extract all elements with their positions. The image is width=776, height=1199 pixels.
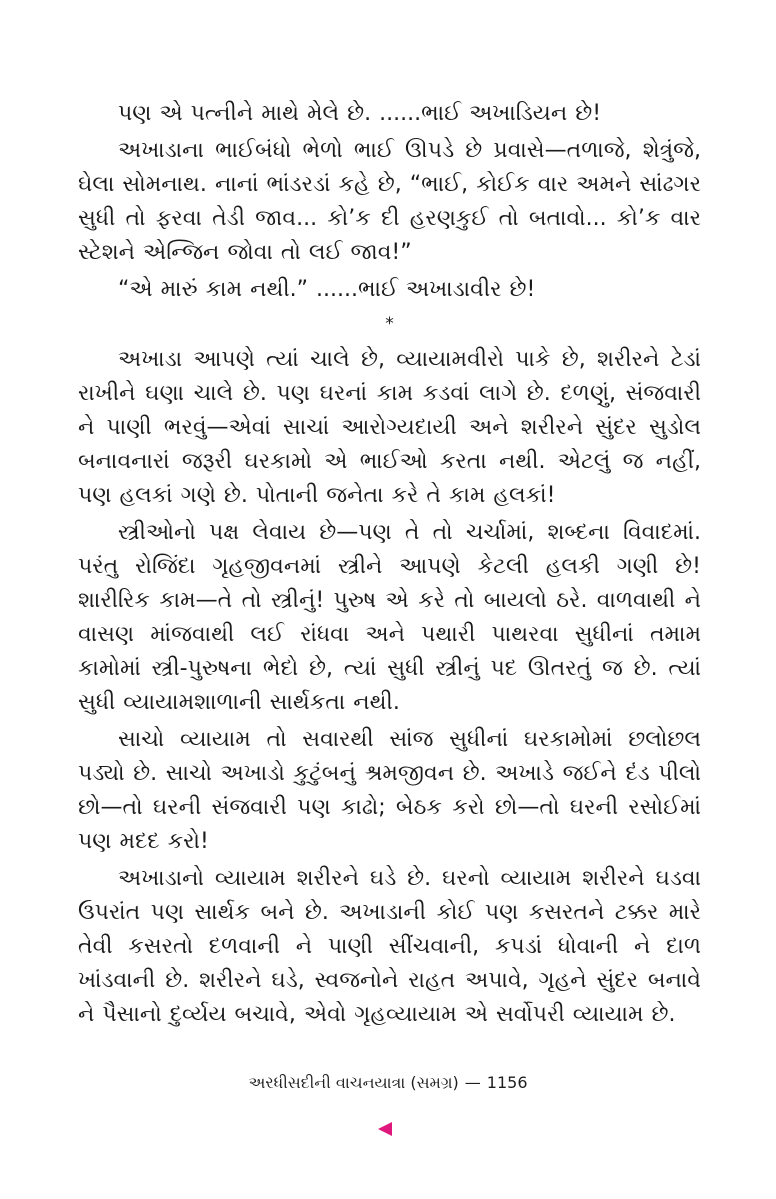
paragraph: અખાડાનો વ્યાયામ શરીરને ઘડે છે. ઘરનો વ્યાયામ શરીરને ઘડવા ઉપરાંત પણ સાર્થક બને છે. અખાડાની કોઈ પણ કસરતને ટક્કર મારે તેવી કસરતો દળવાની ને પાણી સીંચવાની, કપડાં ધોવાની ને દાળ ખાંડવાની છે. શરીરને ઘડે, સ્વજનોને રાહત અપાવે, ગૃહને સુંદર બનાવે ને પૈસાનો દુર્વ્યય બચાવે, એવો ગૃહવ્યાયામ એ સર્વોપરી વ્યાયામ છે.	[78, 866, 701, 1027]
end-marker-triangle-icon	[377, 1121, 393, 1137]
page-number: 1156	[486, 1073, 528, 1092]
paragraph: સ્ત્રીઓનો પક્ષ લેવાય છે—પણ તે તો ચર્ચામાં, શબ્દના વિવાદમાં. પરંતુ રોજિંદા ગૃહજીવનમાં સ્ત્રીને આપણે કેટલી હલકી ગણી છે! શારીરિક કામ—તે તો સ્ત્રીનું! પુરુષ એ કરે તો બાયલો ઠરે. વાળવાથી ને વાસણ માંજવાથી લઈ રાંધવા અને પથારી પાથરવા સુધીનાં તમામ કામોમાં સ્ત્રી-પુરુષના ભેદો છે, ત્યાં સુધી સ્ત્રીનું પદ ઊતરતું જ છે. ત્યાં સુધી વ્યાયામશાળાની સાર્થકતા નથી.	[78, 520, 701, 715]
footer-dash: —	[464, 1073, 481, 1092]
paragraph: અખાડાના ભાઈબંધો ભેળો ભાઈ ઊપડે છે પ્રવાસે—તળાજે, શેત્રુંજે, ઘેલા સોમનાથ. નાનાં ભાંડરડાં કહે છે, “ભાઈ, કોઈક વાર અમને સાંઢગર સુધી તો ફરવા તેડી જાવ... કો’ક દી હરણકુઈ તો બતાવો... કો’ક વાર સ્ટેશને એન્જિન જોવા તો લઈ જાવ!”	[78, 138, 701, 265]
section-break-asterisk: *	[385, 314, 394, 334]
paragraph: પણ એ પત્નીને માથે મેલે છે. ......ભાઈ અખાડિયન છે!	[118, 101, 602, 126]
page-footer	[0, 1072, 776, 1094]
paragraph: અખાડા આપણે ત્યાં ચાલે છે, વ્યાયામવીરો પાકે છે, શરીરને ટેડાં રાખીને ઘણા ચાલે છે. પણ ઘરનાં કામ કડવાં લાગે છે. દળણું, સંજવારી ને પાણી ભરવું—એવાં સાચાં આરોગ્યદાયી અને શરીરને સુંદર સુડોલ બનાવનારાં જરૂરી ઘરકામો એ ભાઈઓ કરતા નથી. એટલું જ નહીં, પણ હલકાં ગણે છે. પોતાની જનેતા કરે તે કામ હલકાં!	[78, 347, 701, 508]
body-text	[78, 97, 701, 1035]
paragraph: સાચો વ્યાયામ તો સવારથી સાંજ સુધીનાં ઘરકામોમાં છલોછલ પડ્યો છે. સાચો અખાડો કુટુંબનું શ્રમજીવન છે. અખાડે જઈને દંડ પીલો છો—તો ઘરની સંજવારી પણ કાઢો; બેઠક કરો છો—તો ઘરની રસોઈમાં પણ મદદ કરો!	[78, 727, 701, 854]
book-title: અરધીસદીની વાચનયાત્રા (સમગ્ર)	[248, 1073, 459, 1092]
paragraph: “એ મારું કામ નથી.” ......ભાઈ અખાડાવીર છે!	[118, 277, 536, 302]
